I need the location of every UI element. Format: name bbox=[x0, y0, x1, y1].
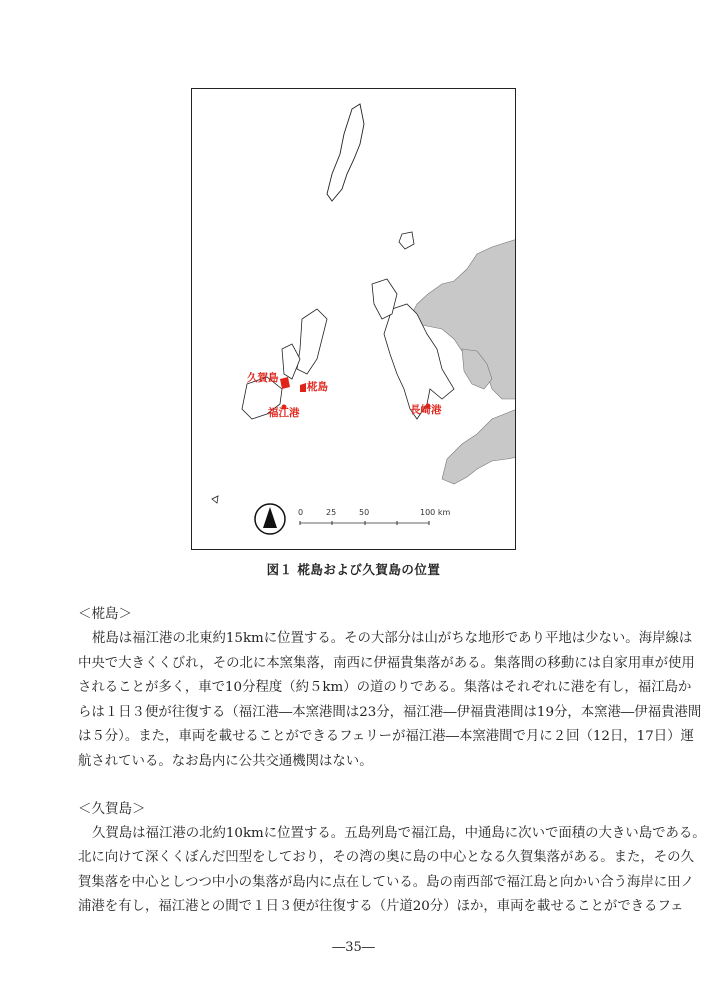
paragraph-line: 久賀島は福江港の北約10kmに位置する。五島列島で福江島，中通島に次いで面積の大きい島である。 bbox=[92, 826, 706, 841]
label-nagasaki-port: 長崎港 bbox=[410, 404, 442, 416]
scale-tick-label: 100 km bbox=[420, 508, 451, 517]
section-heading-kuga: ＜久賀島＞ bbox=[78, 801, 146, 817]
paragraph-line: 航されている。なお島内に公共交通機関はない。 bbox=[78, 754, 373, 769]
nakadori-island bbox=[297, 309, 327, 374]
iki bbox=[399, 232, 414, 249]
section-heading-tsubaki: ＜椛島＞ bbox=[78, 606, 132, 622]
paragraph-line: 椛島は福江港の北東約15kmに位置する。その大部分は山がちな地形であり平地は少ない。海岸線は bbox=[92, 631, 693, 646]
page-number: ―35― bbox=[332, 940, 375, 955]
scale-tick-label: 50 bbox=[359, 508, 370, 517]
paragraph-line: 賀集落を中心としつつ中小の集落が島内に点在している。島の南西部で福江島と向かい合う海岸に田ノ bbox=[78, 875, 694, 890]
location-map bbox=[191, 88, 516, 550]
paragraph-line: は５分）。また，車両を載せることができるフェリーが福江港―本窯港間で月に２回（12日，17日）運 bbox=[78, 729, 694, 744]
scale-bar bbox=[300, 521, 429, 525]
label-fukue-port: 福江港 bbox=[268, 407, 300, 419]
kuga-island bbox=[280, 377, 290, 389]
scale-tick-label: 0 bbox=[298, 508, 304, 517]
paragraph-line: されることが多く，車で10分程度（約５km）の道のりである。集落はそれぞれに港を有し，福江島か bbox=[78, 680, 692, 695]
tsushima bbox=[327, 104, 364, 201]
goto-chain bbox=[282, 344, 300, 379]
map-drawing bbox=[192, 89, 516, 550]
paragraph-line: 北に向けて深くくぼんだ凹型をしており，その湾の奥に島の中心となる久賀集落がある。また，その久 bbox=[78, 850, 694, 865]
paragraph-line: 中央で大きくくびれ，その北に本窯集落，南西に伊福貴集落がある。集落間の移動には自家用車が使用 bbox=[78, 656, 695, 671]
figure-caption: 図１ 椛島および久賀島の位置 bbox=[266, 562, 441, 577]
label-tsubaki-island: 椛島 bbox=[307, 381, 328, 393]
amakusa-islands bbox=[442, 409, 516, 484]
north-arrow-icon bbox=[255, 504, 285, 534]
tsubaki-island bbox=[300, 383, 306, 392]
paragraph-line: 浦港を有し，福江港との間で１日３便が往復する（片道20分）ほか，車両を載せることができるフェ bbox=[78, 899, 684, 914]
paragraph-line: らは１日３便が往復する（福江港―本窯港間は23分，福江港―伊福貴港間は19分，本窯港―伊福貴港間 bbox=[78, 705, 702, 720]
scale-tick-label: 25 bbox=[326, 508, 337, 517]
label-kuga-island: 久賀島 bbox=[247, 372, 279, 384]
